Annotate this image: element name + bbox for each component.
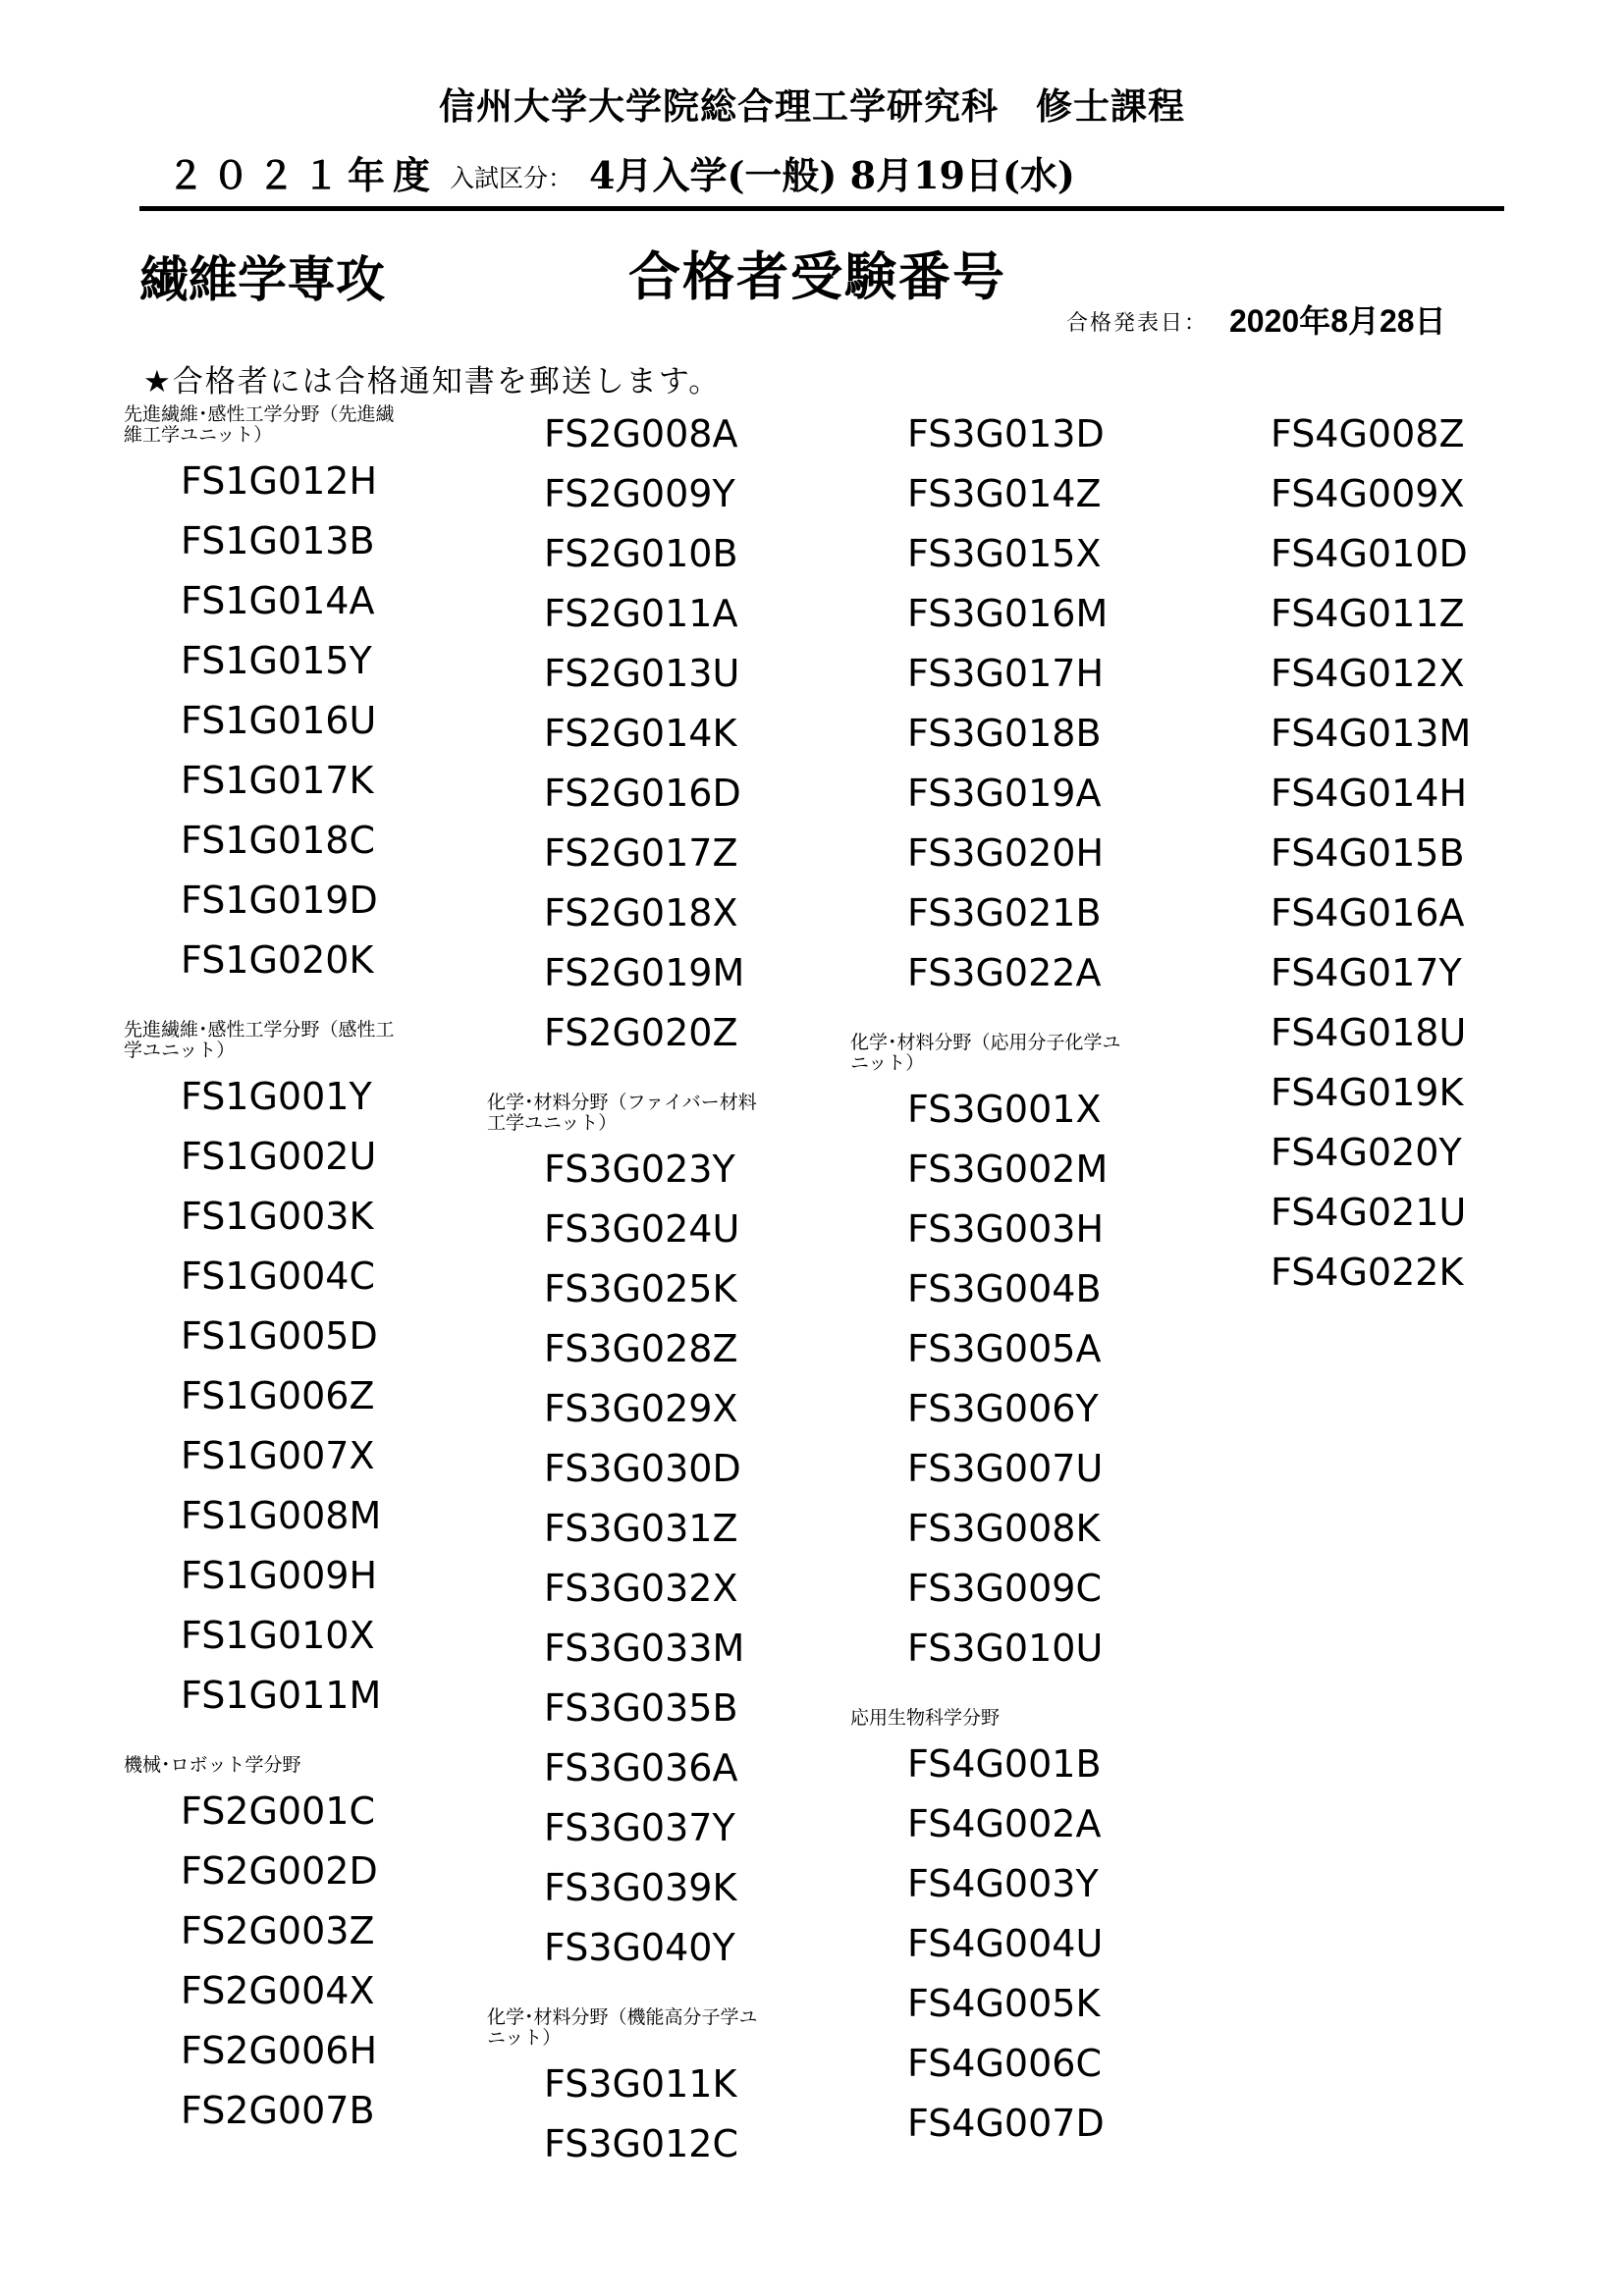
exam-number: FS3G036A xyxy=(544,1746,738,1789)
exam-group xyxy=(1214,404,1587,1303)
exam-number: FS3G015X xyxy=(907,532,1102,575)
exam-number: FS4G003Y xyxy=(907,1862,1099,1905)
group-label: 先進繊維･感性工学分野（先進繊維工学ユニット） xyxy=(124,403,395,446)
group-label: 化学･材料分野（応用分子化学ユニット） xyxy=(850,1032,1121,1074)
exam-number: FS1G011M xyxy=(181,1674,382,1717)
exam-number: FS2G016D xyxy=(544,772,741,815)
exam-number: FS3G032X xyxy=(544,1567,738,1610)
exam-number: FS4G021U xyxy=(1271,1191,1467,1234)
exam-number: FS1G007X xyxy=(181,1434,375,1477)
exam-number: FS4G004U xyxy=(907,1922,1104,1965)
group-spacer xyxy=(124,1726,497,1755)
exam-number: FS2G020Z xyxy=(544,1011,738,1054)
exam-number: FS3G039K xyxy=(544,1866,737,1909)
exam-number: FS1G004C xyxy=(181,1255,375,1298)
exam-number: FS1G018C xyxy=(181,819,375,862)
department-name: 繊維学専攻 xyxy=(139,250,385,308)
exam-number: FS4G013M xyxy=(1271,712,1472,755)
group-spacer xyxy=(850,1679,1223,1708)
exam-number: FS1G010X xyxy=(181,1614,375,1657)
exam-number: FS3G035B xyxy=(544,1686,738,1730)
exam-number: FS1G009H xyxy=(181,1554,378,1597)
page-title: 合格者受験番号 xyxy=(628,246,1006,307)
exam-number: FS3G014Z xyxy=(907,472,1102,515)
exam-number: FS1G006Z xyxy=(181,1374,375,1417)
header-divider xyxy=(139,206,1504,211)
group-label: 先進繊維･感性工学分野（感性工学ユニット） xyxy=(124,1019,395,1061)
exam-number: FS4G017Y xyxy=(1271,951,1462,994)
exam-number: FS2G006H xyxy=(181,2029,378,2072)
exam-number: FS3G024U xyxy=(544,1207,740,1251)
exam-group xyxy=(487,2007,860,2174)
exam-number: FS3G017H xyxy=(907,652,1105,695)
exam-number: FS2G014K xyxy=(544,712,737,755)
exam-number: FS4G006C xyxy=(907,2042,1102,2085)
exam-number: FS4G008Z xyxy=(1271,412,1465,455)
exam-group xyxy=(487,404,860,1063)
exam-number: FS1G016U xyxy=(181,699,377,742)
exam-number: FS3G028Z xyxy=(544,1327,738,1370)
exam-number: FS1G012H xyxy=(181,459,378,503)
exam-number: FS3G001X xyxy=(907,1088,1102,1131)
exam-number: FS4G002A xyxy=(907,1802,1102,1845)
exam-number: FS3G029X xyxy=(544,1387,738,1430)
exam-number: FS2G018X xyxy=(544,891,738,934)
exam-number: FS3G005A xyxy=(907,1327,1102,1370)
exam-group xyxy=(850,1033,1223,1679)
exam-number: FS2G017Z xyxy=(544,831,738,875)
exam-number: FS3G023Y xyxy=(544,1148,735,1191)
exam-number: FS3G033M xyxy=(544,1627,745,1670)
exam-number: FS4G018U xyxy=(1271,1011,1467,1054)
exam-number: FS4G012X xyxy=(1271,652,1465,695)
exam-number: FS3G002M xyxy=(907,1148,1109,1191)
exam-number: FS3G030D xyxy=(544,1447,741,1490)
exam-category-label: 入試区分： xyxy=(450,164,573,192)
exam-number: FS3G025K xyxy=(544,1267,737,1310)
announcement-date-value: 2020年8月28日 xyxy=(1229,303,1446,339)
exam-number: FS4G005K xyxy=(907,1982,1101,2025)
exam-number: FS4G001B xyxy=(907,1742,1102,1786)
exam-group xyxy=(124,1755,497,2141)
exam-number: FS4G016A xyxy=(1271,891,1465,934)
exam-number: FS3G040Y xyxy=(544,1926,735,1969)
exam-number: FS2G019M xyxy=(544,951,745,994)
exam-number: FS1G020K xyxy=(181,938,374,982)
exam-number: FS1G019D xyxy=(181,879,378,922)
column-2 xyxy=(487,404,860,2174)
exam-number: FS1G001Y xyxy=(181,1075,372,1118)
exam-number: FS4G020Y xyxy=(1271,1131,1462,1174)
column-1 xyxy=(124,404,497,2141)
exam-number: FS4G022K xyxy=(1271,1251,1464,1294)
exam-number: FS2G004X xyxy=(181,1969,375,2012)
group-label: 化学･材料分野（ファイバー材料工学ユニット） xyxy=(487,1092,757,1134)
exam-number: FS2G001C xyxy=(181,1789,375,1833)
exam-number: FS2G010B xyxy=(544,532,738,575)
exam-number: FS3G011K xyxy=(544,2062,737,2106)
exam-number: FS4G009X xyxy=(1271,472,1465,515)
exam-number: FS1G017K xyxy=(181,759,374,802)
exam-group xyxy=(850,1708,1223,2154)
exam-number: FS3G007U xyxy=(907,1447,1104,1490)
exam-number: FS2G009Y xyxy=(544,472,735,515)
exam-number: FS1G002U xyxy=(181,1135,377,1178)
exam-number: FS3G012C xyxy=(544,2122,738,2165)
announcement-date-label: 合格発表日： xyxy=(1066,311,1209,336)
exam-number: FS3G031Z xyxy=(544,1507,738,1550)
exam-number: FS1G014A xyxy=(181,579,375,622)
exam-number: FS2G007B xyxy=(181,2089,375,2132)
exam-category-value: 4月入学(一般) 8月19日(水) xyxy=(589,153,1075,197)
group-label: 応用生物科学分野 xyxy=(850,1707,1001,1729)
exam-number: FS3G018B xyxy=(907,712,1102,755)
exam-number: FS3G022A xyxy=(907,951,1102,994)
exam-number: FS4G014H xyxy=(1271,772,1468,815)
column-4 xyxy=(1214,404,1587,1303)
group-spacer xyxy=(487,1978,860,2007)
exam-group xyxy=(124,404,497,990)
exam-number: FS2G002D xyxy=(181,1849,378,1893)
exam-number: FS3G013D xyxy=(907,412,1105,455)
group-spacer xyxy=(124,990,497,1020)
group-spacer xyxy=(487,1063,860,1093)
group-spacer xyxy=(850,1003,1223,1033)
exam-number: FS1G005D xyxy=(181,1314,378,1358)
group-label: 化学･材料分野（機能高分子学ユニット） xyxy=(487,2006,758,2049)
exam-number: FS2G003Z xyxy=(181,1909,375,1952)
exam-number: FS3G021B xyxy=(907,891,1102,934)
exam-number: FS3G016M xyxy=(907,592,1109,635)
exam-number: FS2G013U xyxy=(544,652,740,695)
group-label: 機械･ロボット学分野 xyxy=(124,1754,301,1776)
exam-number: FS1G003K xyxy=(181,1195,374,1238)
exam-number: FS3G009C xyxy=(907,1567,1102,1610)
notice-text: ★合格者には合格通知書を郵送します。 xyxy=(143,364,722,400)
exam-group xyxy=(487,1093,860,1978)
exam-number: FS3G006Y xyxy=(907,1387,1099,1430)
column-3 xyxy=(850,404,1223,2154)
exam-number: FS3G008K xyxy=(907,1507,1101,1550)
exam-number: FS2G008A xyxy=(544,412,738,455)
academic-year: ２０２１年度 xyxy=(167,153,439,197)
exam-number: FS2G011A xyxy=(544,592,738,635)
exam-number: FS3G004B xyxy=(907,1267,1102,1310)
exam-group xyxy=(850,404,1223,1003)
exam-number: FS3G019A xyxy=(907,772,1102,815)
exam-number: FS4G010D xyxy=(1271,532,1468,575)
exam-group xyxy=(124,1020,497,1726)
exam-number: FS4G007D xyxy=(907,2102,1105,2145)
exam-number: FS1G015Y xyxy=(181,639,372,682)
exam-number: FS1G008M xyxy=(181,1494,382,1537)
exam-number: FS4G019K xyxy=(1271,1071,1464,1114)
exam-number: FS1G013B xyxy=(181,519,375,562)
exam-number: FS4G015B xyxy=(1271,831,1465,875)
exam-number: FS3G037Y xyxy=(544,1806,735,1849)
exam-number: FS3G020H xyxy=(907,831,1105,875)
exam-number: FS3G003H xyxy=(907,1207,1105,1251)
exam-number: FS3G010U xyxy=(907,1627,1104,1670)
exam-number: FS4G011Z xyxy=(1271,592,1465,635)
university-title: 信州大学大学院総合理工学研究科 修士課程 xyxy=(439,84,1185,128)
